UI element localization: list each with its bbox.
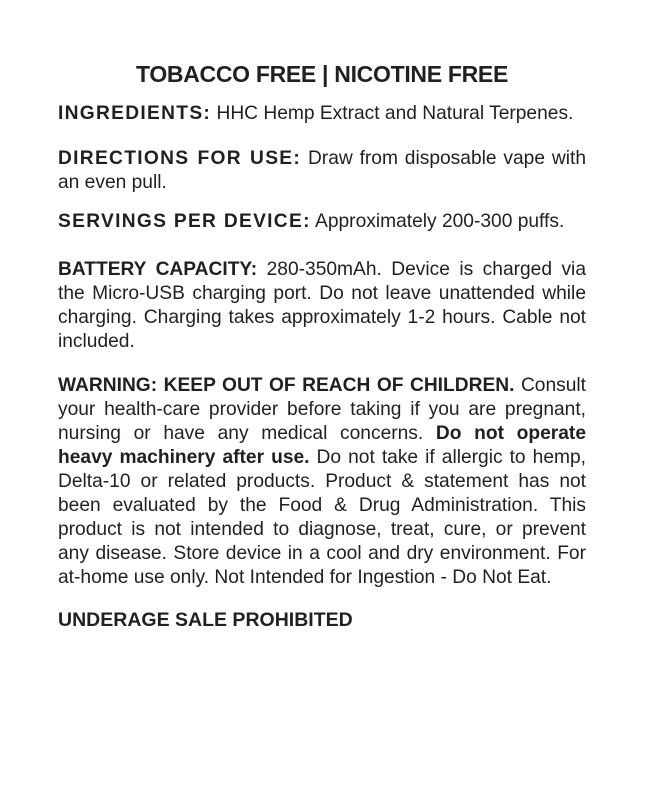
warning-text-consult: Consult your health-care provider before taking if you are pregnant, nursing or have any medical concerns. [58,375,586,444]
warning-text-disclaimer: Do not take if allergic to hemp, Delta-10 or related products. Product & statement has not been evaluated by the Food & Drug Administration. This product is not intended to diagnose, treat, cure, or prevent any disease. Store device in a cool and dry environment. For at-home use only. Not Intended for Ingestion - Do Not Eat. [58,447,586,588]
battery-text: 280-350mAh. Device is charged via the Micro-USB charging port. Do not leave unattended while charging. Charging takes approximately 1-2 hours. Cable not included. [58,259,586,352]
battery-section [58,258,586,354]
ingredients-section [58,102,586,126]
warning-children-emphasis: KEEP OUT OF REACH OF CHILDREN. [163,375,515,396]
servings-section [58,210,586,234]
servings-label: SERVINGS PER DEVICE: [58,211,311,232]
ingredients-label: INGREDIENTS: [58,103,212,124]
ingredients-text: HHC Hemp Extract and Natural Terpenes. [216,103,574,124]
directions-text: Draw from disposable vape with an even pull. [58,148,586,193]
underage-sale-notice: UNDERAGE SALE PROHIBITED [58,609,353,631]
warning-section [58,374,586,590]
battery-label: BATTERY CAPACITY: [58,259,258,280]
servings-text: Approximately 200-300 puffs. [315,211,565,232]
directions-section [58,147,586,195]
warning-machinery-emphasis: Do not operate heavy machinery after use. [58,423,586,468]
directions-label: DIRECTIONS FOR USE: [58,148,302,169]
warning-label: WARNING: [58,375,158,396]
label-heading: TOBACCO FREE | NICOTINE FREE [135,61,509,87]
